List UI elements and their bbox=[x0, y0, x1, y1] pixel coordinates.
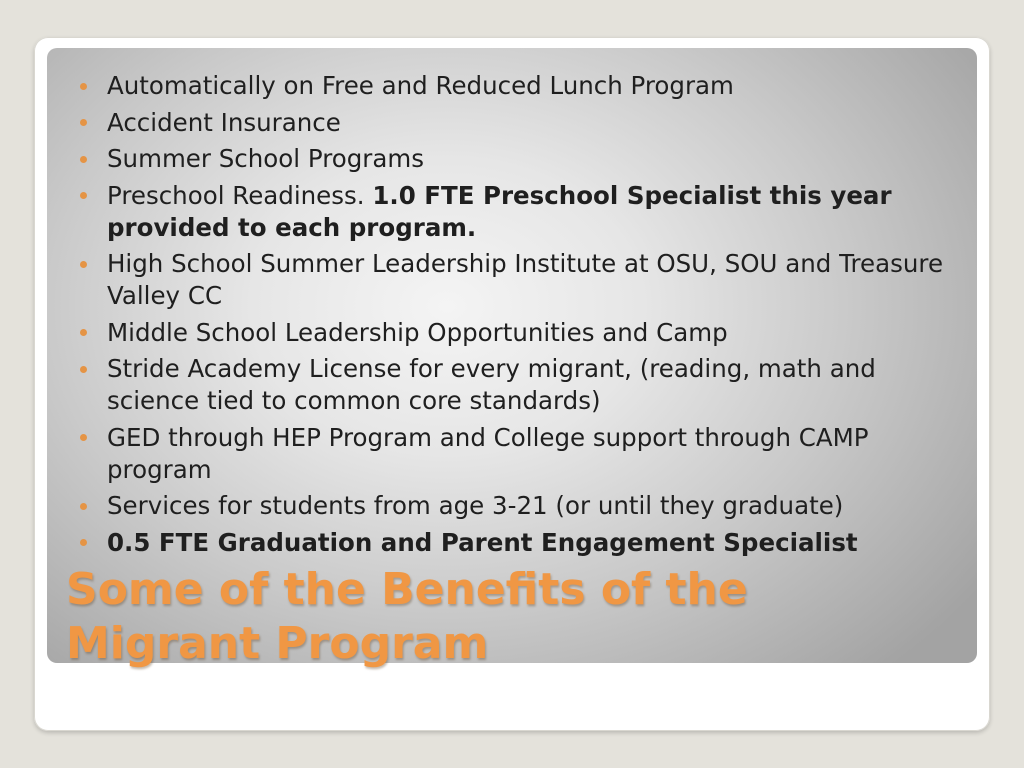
bullet-dot-icon bbox=[80, 366, 87, 373]
bullet-text: High School Summer Leadership Institute at OSU, SOU and Treasure Valley CC bbox=[107, 249, 944, 310]
bullet-dot-icon bbox=[80, 261, 87, 268]
bullet-dot-icon bbox=[80, 192, 87, 199]
bullet-dot-icon bbox=[80, 503, 87, 510]
bullet-text: Summer School Programs bbox=[107, 144, 425, 173]
slide-title-line-1: Some of the Benefits of the bbox=[66, 564, 748, 615]
list-item bbox=[107, 180, 967, 244]
list-item bbox=[107, 317, 967, 349]
list-item bbox=[107, 527, 967, 559]
list-item bbox=[107, 248, 967, 312]
bullet-dot-icon bbox=[80, 539, 87, 546]
bullet-text: GED through HEP Program and College support through CAMP program bbox=[107, 422, 869, 484]
list-item bbox=[107, 107, 967, 139]
bullet-text: Middle School Leadership Opportunities and Camp bbox=[107, 317, 728, 347]
slide-title bbox=[66, 563, 966, 671]
list-item bbox=[107, 143, 967, 175]
bullet-dot-icon bbox=[80, 119, 87, 126]
bullet-dot-icon bbox=[80, 329, 87, 336]
bullet-text: Stride Academy License for every migrant, (reading, math and science tied to common core standards) bbox=[107, 354, 876, 415]
list-item bbox=[107, 70, 967, 102]
bullet-bold-text: 0.5 FTE Graduation and Parent Engagement Specialist bbox=[107, 527, 858, 557]
bullet-dot-icon bbox=[80, 156, 87, 163]
bullet-dot-icon bbox=[80, 434, 87, 441]
list-item bbox=[107, 490, 967, 522]
bullet-text: Preschool Readiness. bbox=[107, 180, 373, 210]
bullet-text: Accident Insurance bbox=[107, 107, 341, 137]
bullet-dot-icon bbox=[80, 83, 87, 90]
list-item bbox=[107, 353, 967, 417]
slide-title-line-2: Migrant Program bbox=[66, 618, 489, 669]
bullet-list bbox=[107, 70, 967, 563]
list-item bbox=[107, 422, 967, 486]
bullet-text: Services for students from age 3-21 (or until they graduate) bbox=[107, 491, 844, 520]
bullet-bold-text: 1.0 FTE Preschool Specialist this year provided to each program. bbox=[107, 180, 892, 242]
bullet-text: Automatically on Free and Reduced Lunch Program bbox=[107, 71, 734, 100]
